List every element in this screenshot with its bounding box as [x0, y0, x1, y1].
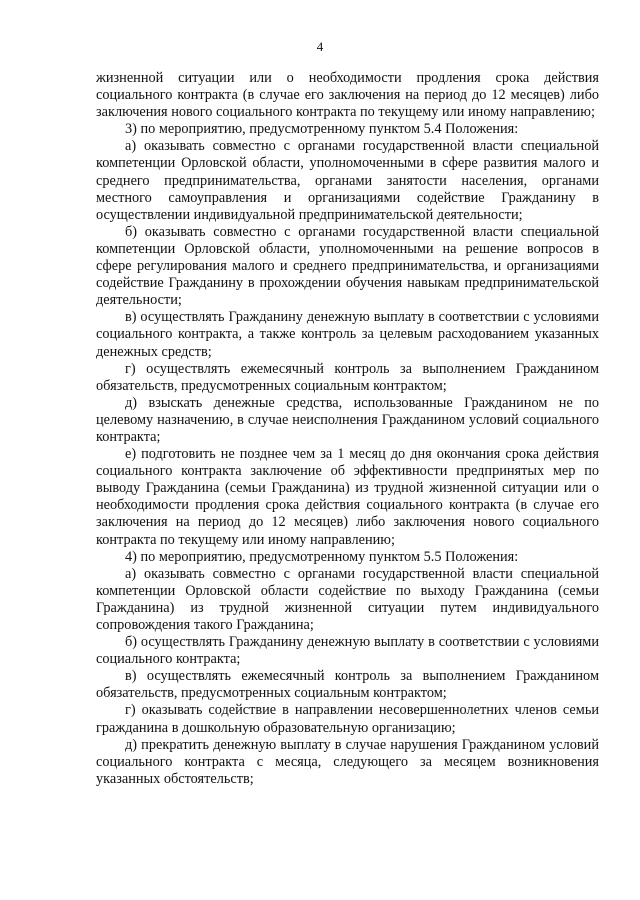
paragraph: а) оказывать совместно с органами государственной власти специальной компетенции Орловской области содействие по выходу Гражданина (семьи Гражданина) из трудной жизненной ситуации путем индивидуального сопровождения такого Гражданина; [96, 565, 599, 633]
document-body [96, 70, 599, 788]
paragraph: в) осуществлять Гражданину денежную выплату в соответствии с условиями социального контракта, а также контроль за целевым расходованием указанных денежных средств; [96, 309, 599, 360]
paragraph: б) оказывать совместно с органами государственной власти специальной компетенции Орловской области, уполномоченными на решение вопросов в сфере регулирования малого и среднего предпринимательства, и организациями содействие Гражданину в прохождении обучения навыкам предпринимательской деятельности; [96, 223, 599, 309]
paragraph: е) подготовить не позднее чем за 1 месяц до дня окончания срока действия социального контракта заключение об эффективности предпринятых мер по выводу Гражданина (семьи Гражданина) из трудной жизненной ситуации или о необходимости продления срока действия социального контракта (в случае его заключения на период до 12 месяцев) либо заключения нового социального контракта по текущему или иному направлению; [96, 446, 599, 548]
paragraph: г) осуществлять ежемесячный контроль за выполнением Гражданином обязательств, предусмотренных социальным контрактом; [96, 360, 599, 394]
paragraph: 3) по мероприятию, предусмотренному пунктом 5.4 Положения: [125, 121, 519, 138]
paragraph: жизненной ситуации или о необходимости продления срока действия социального контракта (в случае его заключения на период до 12 месяцев) либо заключения нового социального контракта по текущему или иному направлению; [96, 70, 599, 121]
paragraph: в) осуществлять ежемесячный контроль за выполнением Гражданином обязательств, предусмотренных социальным контрактом; [96, 668, 599, 702]
paragraph: а) оказывать совместно с органами государственной власти специальной компетенции Орловской области, уполномоченными в сфере развития малого и среднего предпринимательства, органами занятости населения, органами местного самоуправления и организациями содействие Гражданину в осуществлении индивидуальной предпринимательской деятельности; [96, 138, 599, 223]
paragraph: г) оказывать содействие в направлении несовершеннолетних членов семьи гражданина в дошкольную образовательную организацию; [96, 702, 599, 736]
page-number: 4 [316, 39, 324, 54]
paragraph: д) взыскать денежные средства, использованные Гражданином не по целевому назначению, в случае неисполнения Гражданином условий социального контракта; [96, 394, 599, 445]
paragraph: 4) по мероприятию, предусмотренному пунктом 5.5 Положения: [125, 548, 519, 565]
paragraph: б) осуществлять Гражданину денежную выплату в соответствии с условиями социального контракта; [96, 634, 599, 668]
paragraph: д) прекратить денежную выплату в случае нарушения Гражданином условий социального контракта с месяца, следующего за месяцем возникновения указанных обстоятельств; [96, 736, 599, 787]
